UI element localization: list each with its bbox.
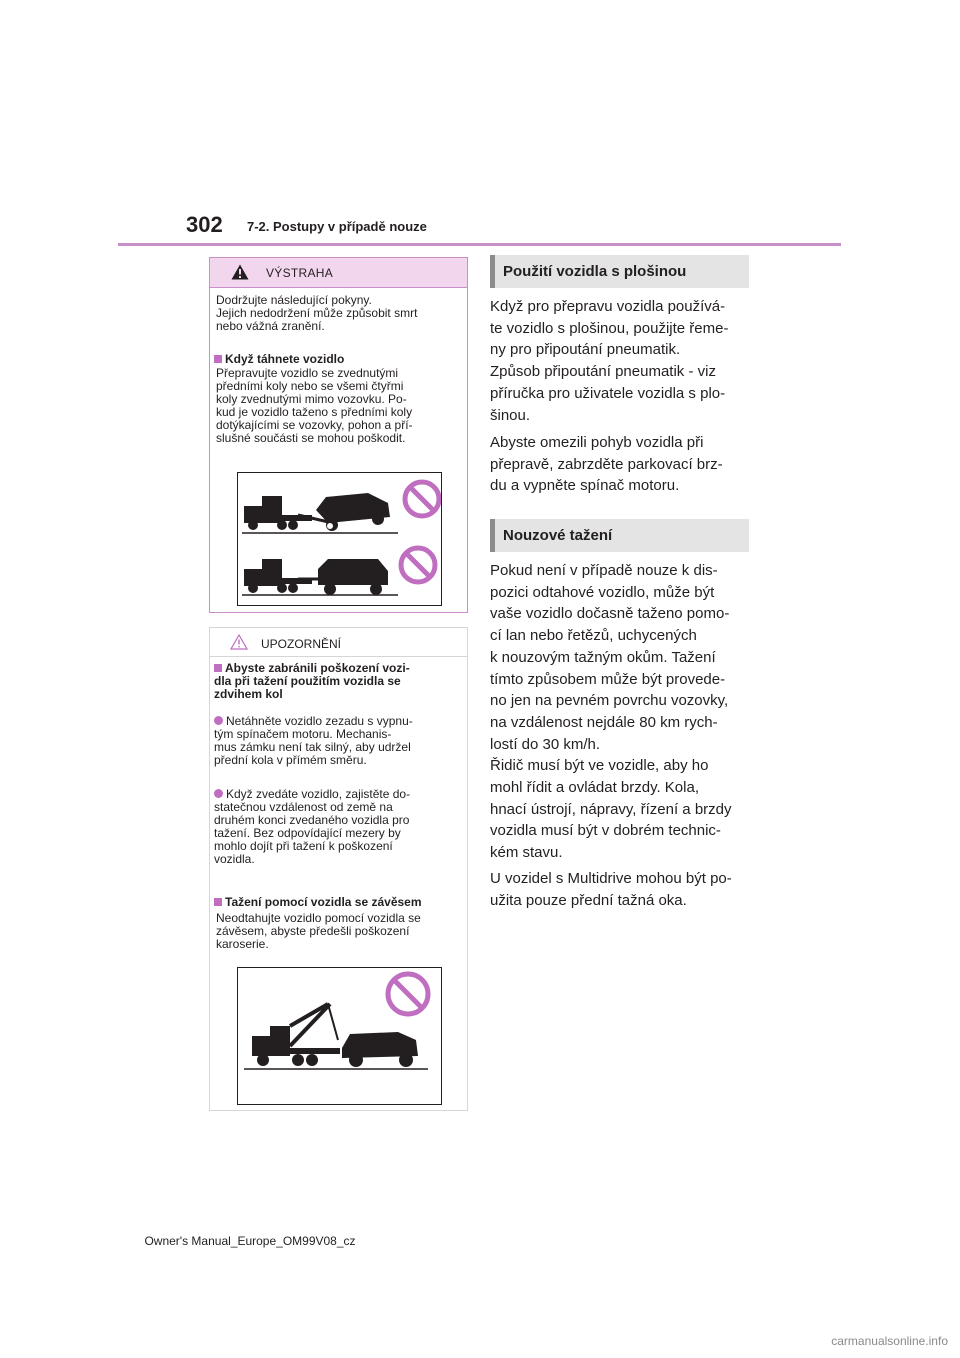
warning-triangle-icon xyxy=(231,264,249,280)
notice-title: UPOZORNĚNÍ xyxy=(261,637,342,651)
warning-item-heading xyxy=(214,353,464,366)
notice-item1-title: Abyste zabránili poškození vozi- dla při tažení použitím vozidla se zdvihem kol xyxy=(214,661,410,701)
notice-item1-heading xyxy=(214,662,466,701)
notice-bullet1: Netáhněte vozidlo zezadu s vypnu- tým spínačem motoru. Mechanis- mus zámku není tak silný, aby udržel přední kola v přímém směru. xyxy=(214,714,413,767)
section-heading-emergency-towing xyxy=(490,519,749,552)
notice-header xyxy=(210,628,467,657)
heading-accent-bar xyxy=(490,255,495,288)
prohibited-icon xyxy=(388,974,428,1014)
section-title-flatbed: Použití vozidla s plošinou xyxy=(503,263,687,280)
warning-item-text: Přepravujte vozidlo se zvednutými předními koly nebo se všemi čtyřmi koly zvednutými mimo vozovku. Po- kud je vozidlo taženo s předními koly dotýkajícími se vozovky, pohon a pří- slušné součásti se mohou poškodit. xyxy=(216,366,413,445)
round-bullet-icon xyxy=(214,716,223,725)
warning-header xyxy=(210,258,467,288)
caution-triangle-icon xyxy=(230,634,248,650)
square-bullet-icon xyxy=(214,664,222,672)
towing-prohibited-illustration xyxy=(237,472,442,606)
notice-item2-title: Tažení pomocí vozidla se závěsem xyxy=(225,895,422,909)
notice-box xyxy=(209,627,468,1111)
notice-item2-text: Neodtahujte vozidlo pomocí vozidla se závěsem, abyste předešli poškození karoserie. xyxy=(216,911,421,951)
warning-box xyxy=(209,257,468,613)
warning-item-title: Když táhnete vozidlo xyxy=(225,352,345,366)
footer-manual-id: Owner's Manual_Europe_OM99V08_cz xyxy=(144,1234,356,1248)
section-heading-flatbed xyxy=(490,255,749,288)
warning-title: VÝSTRAHA xyxy=(266,266,334,280)
round-bullet-icon xyxy=(214,789,223,798)
flatbed-paragraph-1: Když pro přepravu vozidla používá- te vozidlo s plošinou, použijte řeme- ny pro připoutání pneumatik. Způsob připoutání pneumatik - viz příručka pro uživatele vozidla s plo- šinou. xyxy=(490,298,729,424)
flatbed-paragraph-2: Abyste omezili pohyb vozidla při přepravě, zabrzděte parkovací brz- du a vypněte spínač motoru. xyxy=(490,434,723,495)
emergency-towing-paragraph-1: Pokud není v případě nouze k dis- pozici odtahové vozidlo, může být vaše vozidlo dočasně taženo pomo- cí lan nebo řetězů, uchycených k nouzovým tažným okům. Tažení tímto způsobem může být provede- no jen na pevném povrchu vozovky, na vzdálenost nejdále 80 km rych- lostí do 30 km/h. Řidič musí být ve vozidle, aby ho mohl řídit a ovládat brzdy. Kola, hnací ústrojí, nápravy, řízení a brzdy vozidla musí být v dobrém technic- kém stavu. xyxy=(490,562,732,862)
square-bullet-icon xyxy=(214,898,222,906)
section-title-emergency-towing: Nouzové tažení xyxy=(503,527,613,544)
notice-bullet2: Když zvedáte vozidlo, zajistěte do- statečnou vzdálenost od země na druhém konci zvedaného vozidla pro tažení. Bez odpovídající mezery by mohlo dojít při tažení k poškození vozidla. xyxy=(214,787,411,866)
section-title: 7-2. Postupy v případě nouze xyxy=(247,219,427,234)
header-divider xyxy=(118,243,841,246)
prohibited-icon xyxy=(401,548,435,582)
watermark: carmanualsonline.info xyxy=(831,1334,948,1348)
prohibited-icon xyxy=(405,482,439,516)
notice-item2-heading xyxy=(214,896,466,909)
sling-tow-prohibited-illustration xyxy=(237,967,442,1105)
emergency-towing-paragraph-2: U vozidel s Multidrive mohou být po- užita pouze přední tažná oka. xyxy=(490,870,732,909)
square-bullet-icon xyxy=(214,355,222,363)
heading-accent-bar xyxy=(490,519,495,552)
page-number: 302 xyxy=(186,212,223,237)
warning-intro: Dodržujte následující pokyny. Jejich nedodržení může způsobit smrt nebo vážná zranění. xyxy=(216,293,418,333)
